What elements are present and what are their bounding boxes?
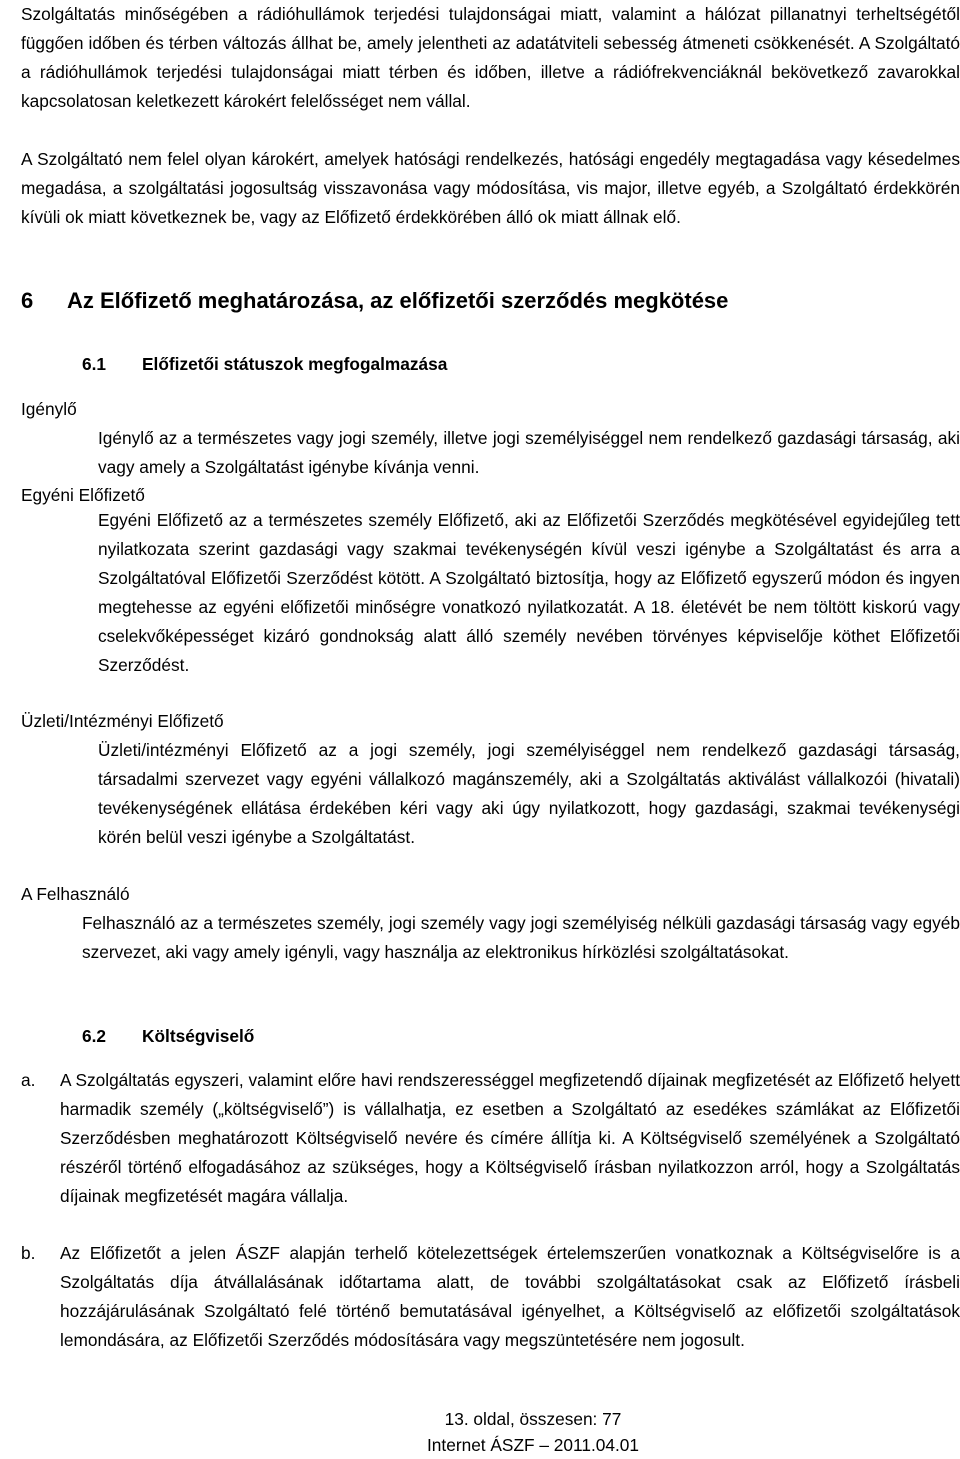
- section-6-number: 6: [21, 288, 34, 313]
- section-6-2-number: 6.2: [82, 1026, 107, 1046]
- section-6-1-heading: [82, 350, 447, 379]
- definition-felhasznalo: Felhasználó az a természetes személy, jogi személy vagy jogi személyiség nélküli gazdasági társaság vagy egyéb szervezet, aki vagy amely igényli, vagy használja az elektronikus hírközlési szolgáltatásokat.: [82, 913, 960, 962]
- term-egyeni-elofizeto: Egyéni Előfizető: [21, 485, 145, 505]
- term-igenylo: Igénylő: [21, 399, 77, 419]
- term-uzleti-intezmenyi-elofizeto: Üzleti/Intézményi Előfizető: [21, 711, 224, 731]
- definition-egyeni-elofizeto: Egyéni Előfizető az a természetes személy Előfizető, aki az Előfizetői Szerződés megkötésével egyidejűleg tett nyilatkozata szerint gazdasági vagy szakmai tevékenységén kívül veszi igénybe a Szolgáltatást és arra a Szolgáltatóval Előfizetői Szerződést kötött. A Szolgáltató biztosítja, hogy az Előfizető egyszerű módon és ingyen megtehesse az egyéni előfizetői minőségre vonatkozó nyilatkozatát. A 18. életévét be nem töltött kiskorú vagy cselekvőképességet kizáró gondnokság alatt álló személy nevében törvényes képviselője köthet Előfizetői Szerződést.: [98, 510, 960, 675]
- section-6-2-title: Költségviselő: [142, 1026, 255, 1046]
- section-6-2-heading: [82, 1022, 254, 1051]
- paragraph-radio-wave-liability: Szolgáltatás minőségében a rádióhullámok terjedési tulajdonságai miatt, valamint a hálózat pillanatnyi terheltségétől függően időben és térben változás állhat be, amely jelentheti az adatátviteli sebesség átmeneti csökkenését. A Szolgáltató a rádióhullámok terjedési tulajdonságai miatt térben és időben, illetve a rádiófrekvenciáknál bekövetkező zavarokkal kapcsolatosan keletkezett károkért felelősséget nem vállal.: [21, 4, 960, 111]
- list-item-b-marker: b.: [21, 1243, 36, 1263]
- list-item-b-text: Az Előfizetőt a jelen ÁSZF alapján terhelő kötelezettségek értelemszerűen vonatkoznak a Költségviselőre is a Szolgáltatás díja átvállalásának időtartama alatt, de további szolgáltatásokat csak az Előfizető írásbeli hozzájárulásának Szolgáltató felé történő bemutatásával igényelhet, a Költségviselő az előfizetői szolgáltatások lemondására, az Előfizetői Szerződés módosítására vagy megszüntetésére nem jogosult.: [60, 1243, 960, 1350]
- section-6-title: Az Előfizető meghatározása, az előfizetői szerződés megkötése: [67, 288, 729, 313]
- footer-document-id: Internet ÁSZF – 2011.04.01: [427, 1435, 639, 1455]
- definition-uzleti-intezmenyi-elofizeto: Üzleti/intézményi Előfizető az a jogi személy, jogi személyiséggel nem rendelkező gazdasági társaság, társadalmi szervezet vagy egyéni vállalkozó magánszemély, aki a Szolgáltatás aktiválást vállalkozói (hivatali) tevékenységének ellátása érdekében kéri vagy aki úgy nyilatkozott, hogy gazdasági, szakmai tevékenységi körén belül veszi igénybe a Szolgáltatást.: [98, 740, 960, 847]
- list-item-a-text: A Szolgáltatás egyszeri, valamint előre havi rendszerességgel megfizetendő díjainak megfizetését az Előfizető helyett harmadik személy („költségviselő”) is vállalhatja, ez esetben a Szolgáltató az esedékes számlákat az Előfizetői Szerződésben meghatározott Költségviselő nevére és címére állítja ki. A Költségviselő személyének a Szolgáltató részéről történő elfogadásához az szükséges, hogy a Költségviselő írásban nyilatkozzon arról, hogy a Szolgáltatás díjainak megfizetését magára vállalja.: [60, 1070, 960, 1206]
- footer-page-number: 13. oldal, összesen: 77: [444, 1409, 622, 1429]
- section-6-heading: [21, 286, 728, 316]
- term-felhasznalo: A Felhasználó: [21, 884, 130, 904]
- list-item-a-marker: a.: [21, 1070, 36, 1090]
- section-6-1-title: Előfizetői státuszok megfogalmazása: [142, 354, 448, 374]
- paragraph-authority-liability: A Szolgáltató nem felel olyan károkért, amelyek hatósági rendelkezés, hatósági engedély megtagadása vagy késedelmes megadása, a szolgáltatási jogosultság visszavonása vagy módosítása, vis major, illetve egyéb, a Szolgáltató érdekkörén kívüli ok miatt következnek be, vagy az Előfizető érdekkörében álló ok miatt állnak elő.: [21, 149, 960, 227]
- definition-igenylo: Igénylő az a természetes vagy jogi személy, illetve jogi személyiséggel nem rendelkező gazdasági társaság, aki vagy amely a Szolgáltatást igénybe kívánja venni.: [98, 428, 960, 477]
- section-6-1-number: 6.1: [82, 354, 107, 374]
